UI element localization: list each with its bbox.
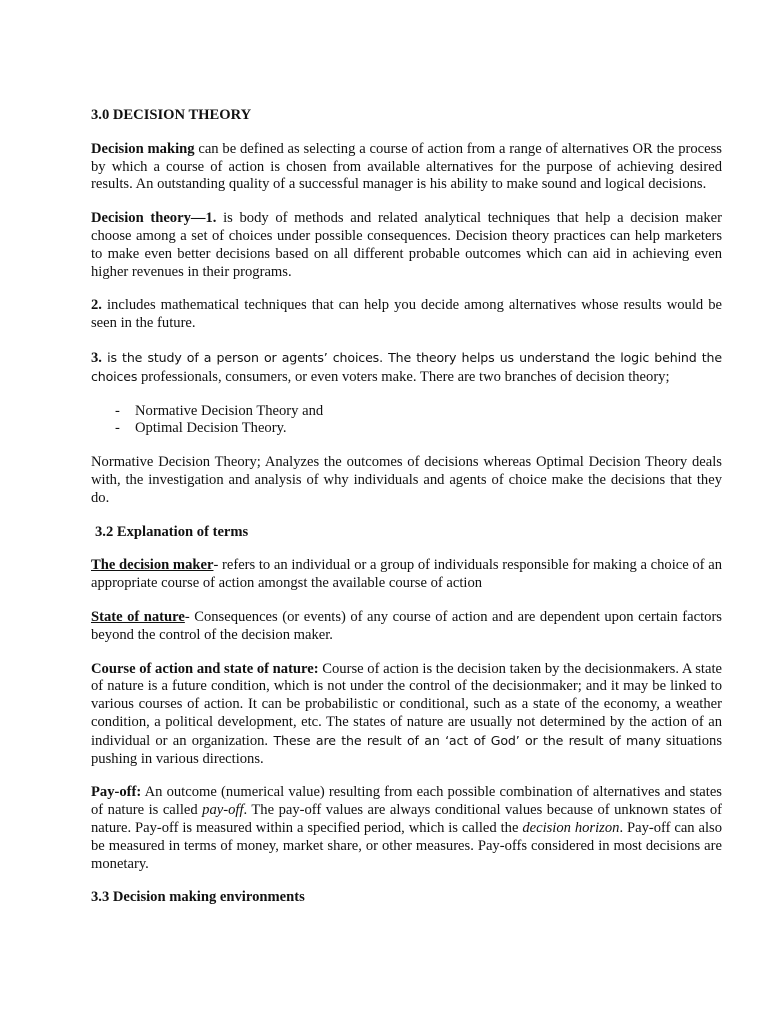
number-3: 3.: [91, 349, 102, 366]
term-state-of-nature: State of nature: [91, 608, 185, 625]
definition-decision-maker: - refers to an individual or a group of individuals responsible for making a choice of an appropriate course of action amongst the available course of action: [91, 557, 722, 592]
term-decision-theory: Decision theory—1.: [91, 210, 217, 227]
list-item-text: Normative Decision Theory and: [135, 402, 324, 419]
dash-marker: -: [115, 420, 120, 437]
definition-decision-theory-3-part2: professionals, consumers, or even voters make. There are two branches of decision theory;: [137, 368, 670, 385]
list-item: [91, 403, 722, 421]
paragraph-decision-theory-1: [91, 210, 722, 281]
decision-horizon-emphasis: decision horizon: [522, 819, 620, 836]
paragraph-course-of-action: [91, 661, 722, 769]
branches-list: [91, 403, 722, 439]
definition-course-of-action-tail: situations pushing in various directions.: [91, 732, 722, 767]
term-decision-maker: The decision maker: [91, 557, 214, 574]
paragraph-state-of-nature: [91, 609, 722, 645]
definition-decision-theory-1: is body of methods and related analytical techniques that help a decision maker choose among a set of choices under possible consequences. Decision theory practices can help marketers to make even better decisions based on all different probable outcomes which can aid in achieving even higher revenues in their programs.: [91, 210, 722, 280]
definition-decision-theory-3-part1: is the study of a person or agents’ choices. The theory helps us understand the logic behind the choices: [91, 349, 722, 384]
pay-off-text-2: . The pay-off values are always conditional values because of unknown states of nature. Pay-off is measured within a specified period, which is called the: [91, 802, 722, 836]
term-course-of-action: Course of action and state of nature:: [91, 660, 319, 677]
paragraph-decision-maker: [91, 557, 722, 593]
definition-decision-theory-2: includes mathematical techniques that can help you decide among alternatives whose results would be seen in the future.: [91, 297, 722, 332]
pay-off-emphasis: pay-off: [202, 802, 244, 819]
section-heading-decision-theory: 3.0 DECISION THEORY: [91, 107, 252, 123]
term-decision-making: Decision making: [91, 140, 195, 157]
paragraph-decision-theory-3: [91, 349, 722, 387]
pay-off-text-3: . Pay-off can also be measured in terms of money, market share, or other measures. Pay-offs considered in most decisions are monetary.: [91, 819, 722, 872]
section-heading-explanation-of-terms: 3.2 Explanation of terms: [95, 523, 249, 540]
paragraph-decision-making: [91, 141, 722, 194]
section-heading-decision-making-environments: 3.3 Decision making environments: [91, 889, 305, 906]
paragraph-normative: Normative Decision Theory; Analyzes the outcomes of decisions whereas Optimal Decision Theory deals with, the investigation and analysis of why individuals and agents of choice make the decisions that they do.: [91, 454, 722, 506]
dash-marker: -: [115, 402, 120, 419]
number-2: 2.: [91, 297, 102, 314]
paragraph-pay-off: [91, 784, 722, 873]
term-pay-off: Pay-off:: [91, 784, 142, 801]
pay-off-text-1: An outcome (numerical value) resulting from each possible combination of alternatives and states of nature is called: [91, 784, 722, 819]
list-item-text: Optimal Decision Theory.: [135, 420, 287, 437]
list-item: [91, 420, 722, 438]
definition-course-of-action: Course of action is the decision taken by the decisionmakers. A state of nature is a future condition, which is not under the control of the decisionmaker; and it may be linked to various courses of action. It can be probabilistic or conditional, such as a state of the economy, a weather condition, a political development, etc. The states of nature are usually not determined by the action of an individual or an organization.: [91, 660, 722, 749]
definition-decision-making: can be defined as selecting a course of action from a range of alternatives OR the process by which a course of action is chosen from available alternatives for the purpose of achieving desired results. An outstanding quality of a successful manager is his ability to make sound and logical decisions.: [91, 140, 722, 193]
definition-state-of-nature: - Consequences (or events) of any course of action and are dependent upon certain factors beyond the control of the decision maker.: [91, 608, 722, 643]
paragraph-decision-theory-2: [91, 297, 722, 333]
definition-course-of-action-alt: These are the result of an ‘act of God’ or the result of many: [268, 732, 661, 748]
